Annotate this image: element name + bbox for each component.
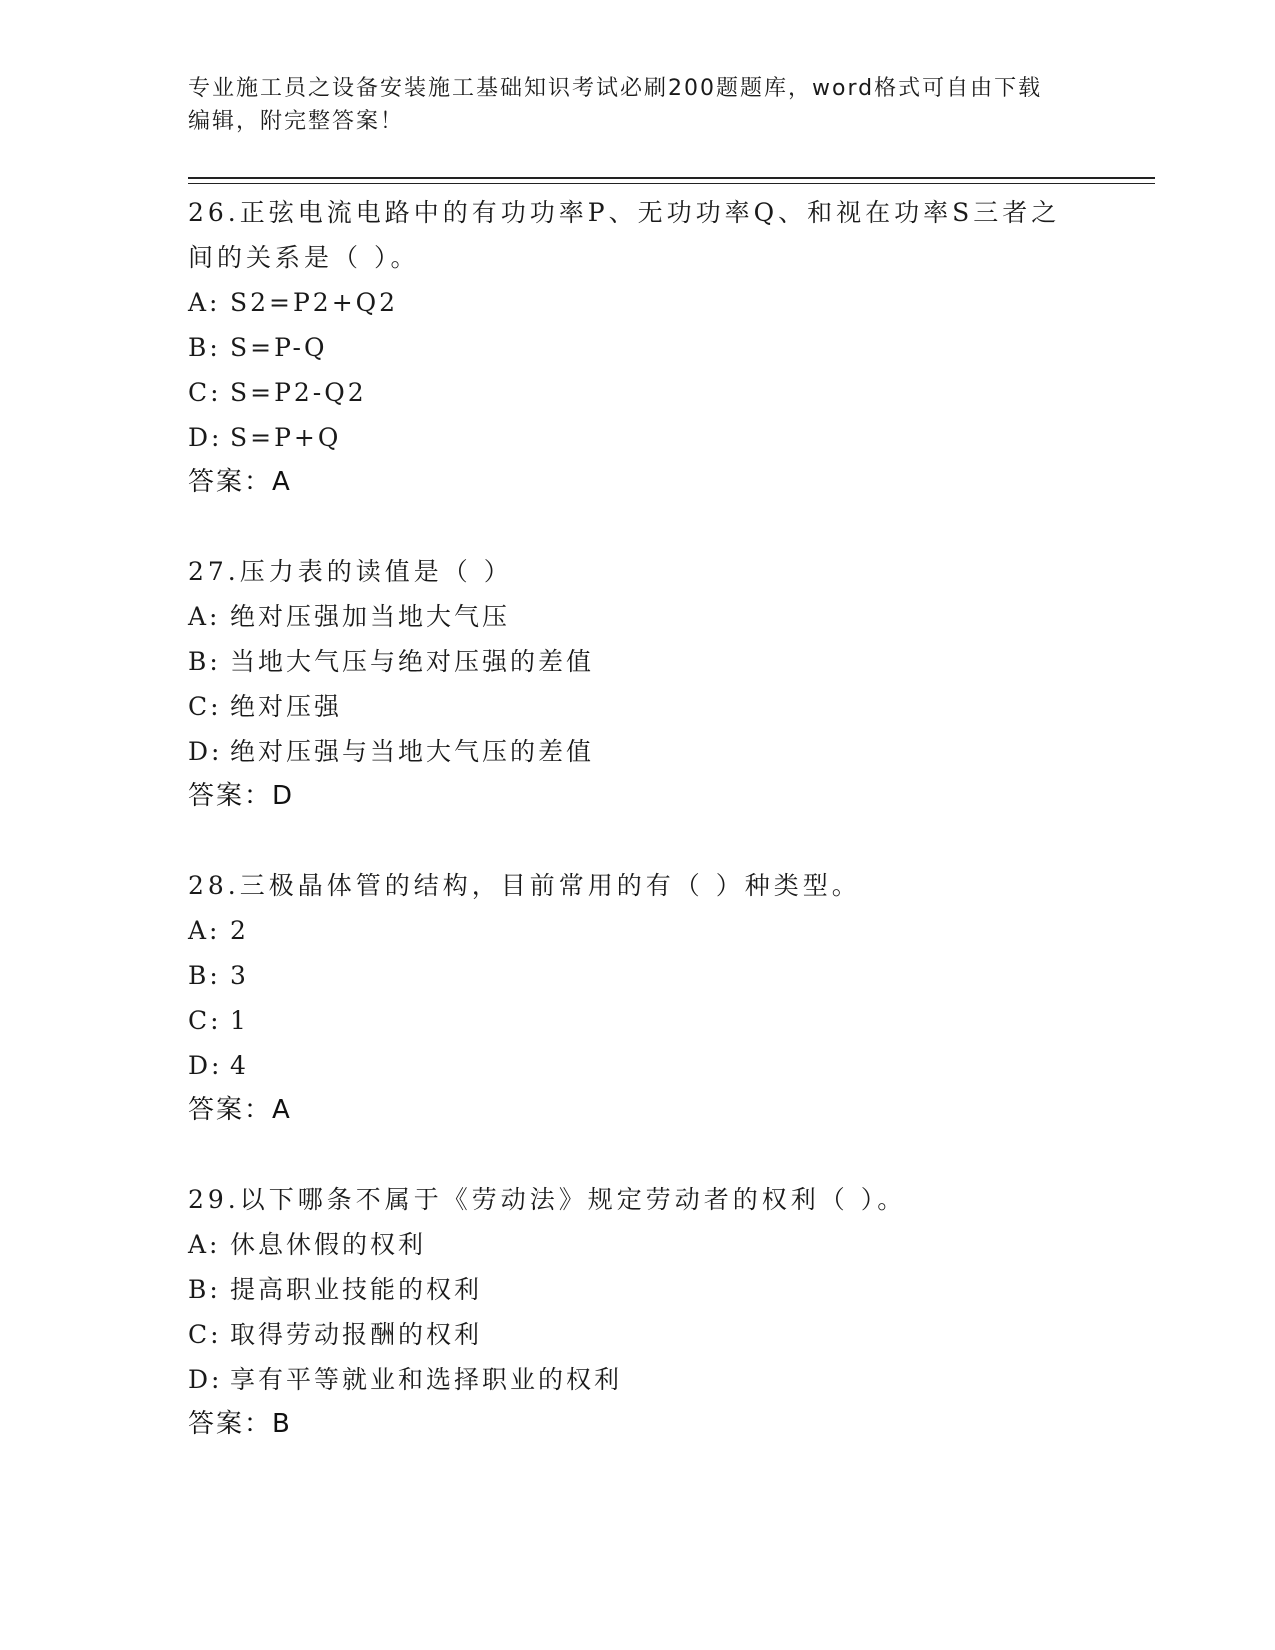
option-d	[188, 415, 1088, 460]
option-text: 休息休假的权利	[230, 1230, 427, 1259]
question-stem-line-1: 27.压力表的读值是（ ）	[188, 557, 513, 586]
answer: 答案：B	[188, 1409, 292, 1439]
option-text: S=P-Q	[230, 333, 328, 362]
option-text: 2	[230, 916, 249, 945]
option-key: A:	[188, 916, 221, 945]
option-b	[188, 953, 1088, 998]
option-text: 3	[230, 961, 249, 990]
option-key: A:	[188, 1230, 221, 1259]
option-b	[188, 1267, 1088, 1312]
header-divider-thin	[188, 183, 1155, 184]
option-text: 绝对压强与当地大气压的差值	[230, 737, 595, 766]
option-a	[188, 280, 1088, 325]
option-a	[188, 1222, 1088, 1267]
option-key: B:	[188, 1275, 221, 1304]
option-text: 享有平等就业和选择职业的权利	[230, 1365, 623, 1394]
question-stem-line-2: 间的关系是（ ）。	[188, 243, 420, 272]
question-stem-line-1: 26.正弦电流电路中的有功功率P、无功功率Q、和视在功率S三者之	[188, 198, 1061, 227]
option-key: A:	[188, 288, 221, 317]
question-list	[188, 190, 1088, 1491]
question-stem-line-1: 28.三极晶体管的结构，目前常用的有（ ）种类型。	[188, 871, 861, 900]
question-28	[188, 863, 1088, 1133]
option-a	[188, 594, 1088, 639]
option-key: D:	[188, 737, 223, 766]
option-key: D:	[188, 1365, 223, 1394]
option-key: D:	[188, 423, 223, 452]
option-text: 4	[230, 1051, 249, 1080]
option-c	[188, 370, 1088, 415]
option-key: C:	[188, 378, 222, 407]
header-line-1: 专业施工员之设备安装施工基础知识考试必刷200题题库，word格式可自由下载	[188, 76, 1043, 101]
question-27	[188, 549, 1088, 819]
option-key: B:	[188, 647, 221, 676]
option-text: 提高职业技能的权利	[230, 1275, 483, 1304]
option-text: 1	[230, 1006, 249, 1035]
document-header	[188, 72, 1068, 138]
option-c	[188, 684, 1088, 729]
answer: 答案：D	[188, 781, 295, 811]
question-26	[188, 190, 1088, 505]
option-text: S2=P2+Q2	[230, 288, 399, 317]
question-stem	[188, 863, 1088, 908]
header-divider-thick	[188, 177, 1155, 179]
option-c	[188, 998, 1088, 1043]
option-key: A:	[188, 602, 221, 631]
option-text: 绝对压强加当地大气压	[230, 602, 511, 631]
option-c	[188, 1312, 1088, 1357]
answer: 答案：A	[188, 1095, 292, 1125]
question-stem-line-1: 29.以下哪条不属于《劳动法》规定劳动者的权利（ ）。	[188, 1185, 907, 1214]
option-text: S=P2-Q2	[230, 378, 367, 407]
option-b	[188, 325, 1088, 370]
option-d	[188, 729, 1088, 774]
header-line-2: 编辑，附完整答案！	[188, 109, 405, 134]
option-key: C:	[188, 1320, 222, 1349]
option-key: B:	[188, 961, 221, 990]
option-key: C:	[188, 1006, 222, 1035]
option-b	[188, 639, 1088, 684]
question-stem	[188, 190, 1088, 280]
question-29	[188, 1177, 1088, 1447]
option-text: 取得劳动报酬的权利	[230, 1320, 483, 1349]
answer: 答案：A	[188, 467, 292, 497]
option-text: S=P+Q	[230, 423, 342, 452]
option-key: C:	[188, 692, 222, 721]
question-stem	[188, 1177, 1088, 1222]
option-d	[188, 1043, 1088, 1088]
option-text: 绝对压强	[230, 692, 343, 721]
option-key: B:	[188, 333, 221, 362]
option-key: D:	[188, 1051, 223, 1080]
option-text: 当地大气压与绝对压强的差值	[230, 647, 595, 676]
option-d	[188, 1357, 1088, 1402]
question-stem	[188, 549, 1088, 594]
option-a	[188, 908, 1088, 953]
